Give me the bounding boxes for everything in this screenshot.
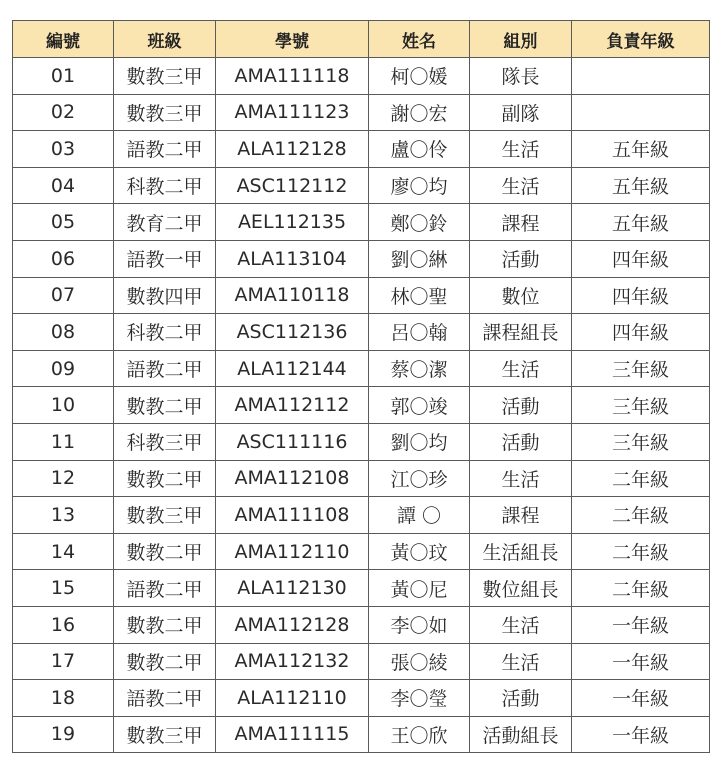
cell-grade-in-charge: 四年級 — [572, 277, 710, 314]
cell-group: 生活組長 — [470, 533, 572, 570]
cell-class: 數教二甲 — [114, 460, 216, 497]
cell-student-id: ALA112110 — [216, 680, 369, 717]
table-row — [13, 277, 710, 314]
cell-student-id: AMA110118 — [216, 277, 369, 314]
cell-student-id: AEL112135 — [216, 204, 369, 241]
cell-group: 生活 — [470, 131, 572, 168]
cell-grade-in-charge: 四年級 — [572, 314, 710, 351]
cell-class: 教育二甲 — [114, 204, 216, 241]
cell-grade-in-charge: 五年級 — [572, 167, 710, 204]
cell-number: 05 — [13, 204, 114, 241]
table-row — [13, 58, 710, 95]
cell-group: 生活 — [470, 606, 572, 643]
cell-student-id: AMA111123 — [216, 94, 369, 131]
cell-number: 16 — [13, 606, 114, 643]
cell-grade-in-charge: 二年級 — [572, 460, 710, 497]
cell-grade-in-charge: 一年級 — [572, 606, 710, 643]
table-row — [13, 94, 710, 131]
table-row — [13, 314, 710, 351]
cell-grade-in-charge: 三年級 — [572, 387, 710, 424]
cell-grade-in-charge: 二年級 — [572, 533, 710, 570]
cell-student-id: AMA112108 — [216, 460, 369, 497]
cell-group: 活動 — [470, 387, 572, 424]
header-name: 姓名 — [369, 21, 470, 58]
cell-name: 譚 〇 — [369, 497, 470, 534]
cell-number: 06 — [13, 240, 114, 277]
cell-number: 18 — [13, 680, 114, 717]
cell-number: 12 — [13, 460, 114, 497]
table-header — [13, 21, 710, 58]
cell-grade-in-charge: 三年級 — [572, 350, 710, 387]
table-row — [13, 716, 710, 753]
cell-grade-in-charge — [572, 94, 710, 131]
cell-name: 郭〇竣 — [369, 387, 470, 424]
cell-group: 活動 — [470, 240, 572, 277]
cell-group: 生活 — [470, 350, 572, 387]
cell-group: 生活 — [470, 460, 572, 497]
cell-class: 語教一甲 — [114, 240, 216, 277]
cell-grade-in-charge: 一年級 — [572, 643, 710, 680]
roster-table — [12, 20, 710, 753]
header-number: 編號 — [13, 21, 114, 58]
cell-class: 數教三甲 — [114, 58, 216, 95]
cell-group: 活動 — [470, 423, 572, 460]
cell-name: 呂〇翰 — [369, 314, 470, 351]
cell-name: 李〇瑩 — [369, 680, 470, 717]
header-grade-in-charge: 負責年級 — [572, 21, 710, 58]
cell-student-id: ALA112144 — [216, 350, 369, 387]
cell-student-id: ALA112130 — [216, 570, 369, 607]
cell-student-id: AMA111118 — [216, 58, 369, 95]
cell-class: 語教二甲 — [114, 350, 216, 387]
cell-name: 黃〇尼 — [369, 570, 470, 607]
header-class: 班級 — [114, 21, 216, 58]
cell-grade-in-charge: 二年級 — [572, 570, 710, 607]
table-row — [13, 533, 710, 570]
cell-name: 劉〇綝 — [369, 240, 470, 277]
cell-class: 數教二甲 — [114, 387, 216, 424]
table-body — [13, 58, 710, 753]
cell-class: 數教三甲 — [114, 497, 216, 534]
cell-group: 數位組長 — [470, 570, 572, 607]
cell-student-id: AMA112128 — [216, 606, 369, 643]
cell-number: 11 — [13, 423, 114, 460]
table-row — [13, 350, 710, 387]
roster-table-container — [12, 20, 710, 753]
cell-grade-in-charge: 五年級 — [572, 131, 710, 168]
cell-name: 張〇綾 — [369, 643, 470, 680]
cell-grade-in-charge: 三年級 — [572, 423, 710, 460]
cell-name: 黃〇玟 — [369, 533, 470, 570]
cell-name: 劉〇均 — [369, 423, 470, 460]
table-row — [13, 570, 710, 607]
cell-grade-in-charge — [572, 58, 710, 95]
cell-student-id: ASC112136 — [216, 314, 369, 351]
cell-grade-in-charge: 一年級 — [572, 716, 710, 753]
cell-number: 03 — [13, 131, 114, 168]
cell-student-id: ALA112128 — [216, 131, 369, 168]
cell-class: 科教二甲 — [114, 314, 216, 351]
header-row — [13, 21, 710, 58]
cell-student-id: ASC112112 — [216, 167, 369, 204]
cell-group: 生活 — [470, 167, 572, 204]
cell-grade-in-charge: 四年級 — [572, 240, 710, 277]
cell-number: 04 — [13, 167, 114, 204]
cell-grade-in-charge: 一年級 — [572, 680, 710, 717]
cell-group: 活動 — [470, 680, 572, 717]
cell-name: 廖〇均 — [369, 167, 470, 204]
cell-group: 活動組長 — [470, 716, 572, 753]
table-row — [13, 460, 710, 497]
cell-group: 課程組長 — [470, 314, 572, 351]
cell-number: 15 — [13, 570, 114, 607]
cell-class: 數教二甲 — [114, 643, 216, 680]
table-row — [13, 423, 710, 460]
table-row — [13, 606, 710, 643]
table-row — [13, 680, 710, 717]
table-row — [13, 204, 710, 241]
cell-student-id: ASC111116 — [216, 423, 369, 460]
cell-number: 10 — [13, 387, 114, 424]
cell-number: 08 — [13, 314, 114, 351]
cell-group: 隊長 — [470, 58, 572, 95]
cell-name: 盧〇伶 — [369, 131, 470, 168]
cell-class: 語教二甲 — [114, 680, 216, 717]
cell-grade-in-charge: 五年級 — [572, 204, 710, 241]
table-row — [13, 387, 710, 424]
header-group: 組別 — [470, 21, 572, 58]
cell-number: 17 — [13, 643, 114, 680]
cell-name: 江〇珍 — [369, 460, 470, 497]
table-row — [13, 240, 710, 277]
cell-group: 生活 — [470, 643, 572, 680]
cell-name: 王〇欣 — [369, 716, 470, 753]
cell-name: 蔡〇潔 — [369, 350, 470, 387]
table-row — [13, 167, 710, 204]
cell-number: 01 — [13, 58, 114, 95]
cell-name: 鄭〇鈴 — [369, 204, 470, 241]
header-student-id: 學號 — [216, 21, 369, 58]
cell-class: 數教三甲 — [114, 716, 216, 753]
cell-class: 語教二甲 — [114, 570, 216, 607]
cell-student-id: AMA112132 — [216, 643, 369, 680]
cell-number: 07 — [13, 277, 114, 314]
cell-group: 副隊 — [470, 94, 572, 131]
cell-student-id: AMA111108 — [216, 497, 369, 534]
cell-class: 科教二甲 — [114, 167, 216, 204]
cell-class: 科教三甲 — [114, 423, 216, 460]
cell-number: 09 — [13, 350, 114, 387]
cell-number: 02 — [13, 94, 114, 131]
cell-name: 林〇聖 — [369, 277, 470, 314]
table-row — [13, 131, 710, 168]
cell-class: 數教三甲 — [114, 94, 216, 131]
cell-class: 數教二甲 — [114, 533, 216, 570]
cell-name: 李〇如 — [369, 606, 470, 643]
cell-number: 13 — [13, 497, 114, 534]
cell-group: 數位 — [470, 277, 572, 314]
cell-student-id: AMA112112 — [216, 387, 369, 424]
table-row — [13, 643, 710, 680]
cell-grade-in-charge: 二年級 — [572, 497, 710, 534]
cell-class: 數教二甲 — [114, 606, 216, 643]
cell-number: 19 — [13, 716, 114, 753]
cell-group: 課程 — [470, 497, 572, 534]
cell-name: 柯〇媛 — [369, 58, 470, 95]
cell-student-id: AMA112110 — [216, 533, 369, 570]
cell-class: 數教四甲 — [114, 277, 216, 314]
cell-group: 課程 — [470, 204, 572, 241]
cell-number: 14 — [13, 533, 114, 570]
cell-student-id: ALA113104 — [216, 240, 369, 277]
cell-student-id: AMA111115 — [216, 716, 369, 753]
cell-name: 謝〇宏 — [369, 94, 470, 131]
table-row — [13, 497, 710, 534]
cell-class: 語教二甲 — [114, 131, 216, 168]
